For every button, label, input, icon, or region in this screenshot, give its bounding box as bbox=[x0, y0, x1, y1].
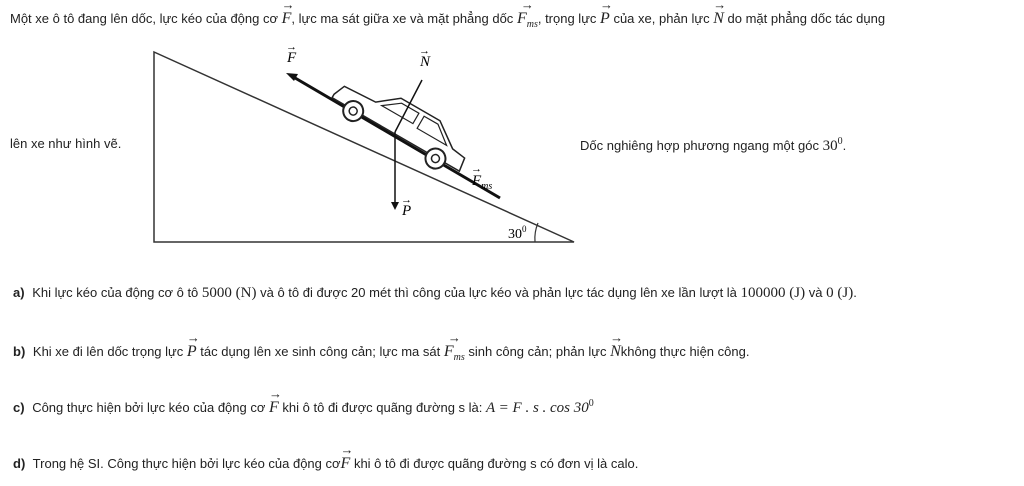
intro-line-2-right bbox=[580, 136, 846, 155]
vector-F: → F bbox=[341, 455, 351, 473]
vector-subscript: ms bbox=[526, 19, 538, 31]
question-label: d) bbox=[13, 456, 26, 471]
angle-value bbox=[823, 138, 843, 154]
label-N-arrow: → bbox=[419, 45, 430, 57]
label-Fms bbox=[471, 173, 492, 192]
question-text: Khi xe đi lên dốc trọng lực bbox=[32, 344, 184, 359]
intro-text: của xe, phản lực bbox=[613, 11, 710, 26]
formula-text: A = F . s . cos 30 bbox=[486, 400, 589, 416]
intro-line-1 bbox=[10, 10, 885, 30]
question-text: không thực hiện công. bbox=[620, 344, 750, 359]
intro-text: do mặt phẳng dốc tác dụng bbox=[727, 11, 886, 26]
angle-number: 30 bbox=[822, 138, 838, 154]
angle-degree: 0 bbox=[837, 136, 843, 147]
vector-P: → P bbox=[600, 10, 610, 28]
incline-figure bbox=[150, 40, 580, 250]
label-P: P bbox=[402, 203, 412, 219]
vector-N: → N bbox=[713, 10, 724, 28]
intro-text: Một xe ô tô đang lên dốc, lực kéo của động cơ bbox=[10, 11, 278, 26]
question-text: . bbox=[853, 285, 857, 300]
label-P-arrow: → bbox=[401, 194, 412, 206]
question-a bbox=[13, 285, 857, 302]
vector-letter: F bbox=[516, 10, 527, 27]
label-Fms-sub: ms bbox=[481, 181, 493, 192]
question-text: khi ô tô đi được quãng đường s có đơn vị là calo. bbox=[353, 456, 639, 471]
question-text: tác dụng lên xe sinh công cản; lực ma sát bbox=[200, 344, 441, 359]
label-angle-number: 30 bbox=[508, 227, 522, 242]
question-text: Khi lực kéo của động cơ ô tô bbox=[32, 285, 199, 300]
intro-text: Dốc nghiêng hợp phương ngang một góc bbox=[580, 138, 819, 153]
vector-F: → F bbox=[282, 10, 292, 28]
angle-arc bbox=[535, 223, 538, 242]
vector-N: → N bbox=[610, 343, 621, 361]
work-value-2: 0 (J) bbox=[826, 285, 854, 301]
work-formula bbox=[486, 400, 594, 416]
question-text: Công thực hiện bởi lực kéo của động cơ bbox=[32, 400, 266, 415]
vector-Fms bbox=[517, 10, 538, 30]
question-b bbox=[13, 343, 749, 363]
label-N: N bbox=[420, 54, 431, 70]
question-c bbox=[13, 398, 594, 417]
vector-F: → F bbox=[269, 399, 279, 417]
work-value-1: 100000 (J) bbox=[740, 285, 806, 301]
label-F-arrow: → bbox=[286, 41, 297, 53]
question-label: a) bbox=[13, 285, 25, 300]
label-angle-degree: 0 bbox=[522, 224, 527, 234]
label-F: F bbox=[287, 50, 297, 66]
label-Fms-letter: F bbox=[472, 173, 482, 189]
intro-text: , lực ma sát giữa xe và mặt phẳng dốc bbox=[291, 11, 514, 26]
label-angle bbox=[508, 224, 527, 242]
question-text: sinh công cản; phản lực bbox=[468, 344, 607, 359]
question-text: và bbox=[808, 285, 823, 300]
arrow-head-P bbox=[391, 202, 399, 210]
intro-text: . bbox=[842, 138, 847, 153]
question-text: Trong hệ SI. Công thực hiện bởi lực kéo của động cơ bbox=[32, 456, 341, 471]
incline-triangle bbox=[154, 52, 574, 242]
label-Fms-arrow: → bbox=[471, 163, 482, 175]
question-d bbox=[13, 455, 638, 473]
question-label: b) bbox=[13, 344, 26, 359]
force-value: 5000 (N) bbox=[201, 285, 257, 301]
question-label: c) bbox=[13, 400, 25, 415]
intro-text: , trọng lực bbox=[537, 11, 597, 26]
vector-P: → P bbox=[187, 343, 197, 361]
vector-letter: F bbox=[443, 343, 454, 360]
question-text: khi ô tô đi được quãng đường s là: bbox=[282, 400, 483, 415]
vector-Fms bbox=[444, 343, 465, 363]
intro-line-2-left: lên xe như hình vẽ. bbox=[10, 136, 122, 151]
formula-degree: 0 bbox=[588, 398, 594, 409]
question-text: và ô tô đi được 20 mét thì công của lực kéo và phản lực tác dụng lên xe lần lượt là bbox=[260, 285, 737, 300]
vector-subscript: ms bbox=[453, 352, 465, 364]
